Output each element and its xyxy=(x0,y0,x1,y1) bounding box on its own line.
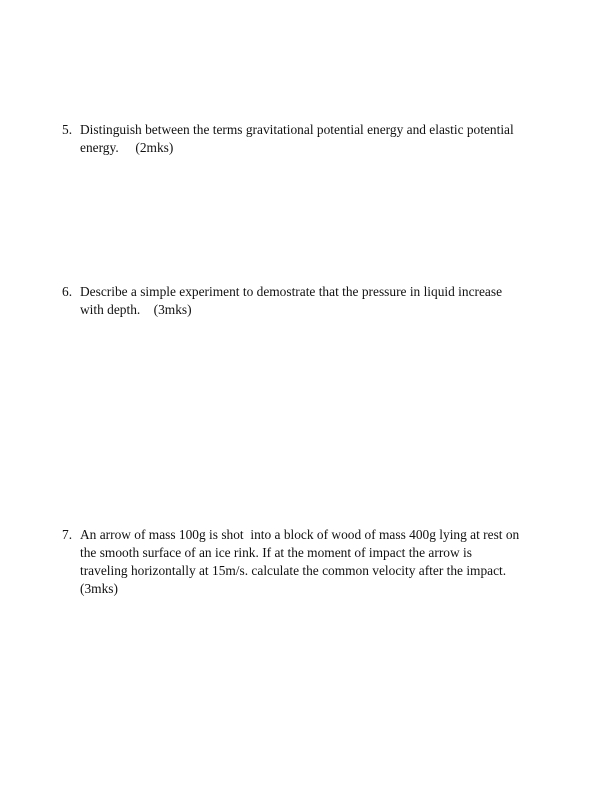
question-line: (3mks) xyxy=(80,581,118,596)
question-line: the smooth surface of an ice rink. If at the moment of impact the arrow is xyxy=(80,545,472,560)
question-text xyxy=(80,121,552,157)
question-number: 6. xyxy=(62,284,73,299)
question-text xyxy=(80,526,552,598)
question-line: energy. (2mks) xyxy=(80,140,174,155)
question-line: with depth. (3mks) xyxy=(80,302,192,317)
question-text xyxy=(80,283,552,319)
question-line: Distinguish between the terms gravitational potential energy and elastic potential xyxy=(80,122,514,137)
question-line: traveling horizontally at 15m/s. calculate the common velocity after the impact. xyxy=(80,563,507,578)
question-number: 7. xyxy=(62,527,73,542)
question-number: 5. xyxy=(62,122,73,137)
question-line: An arrow of mass 100g is shot into a block of wood of mass 400g lying at rest on xyxy=(80,527,520,542)
question-line: Describe a simple experiment to demostrate that the pressure in liquid increase xyxy=(80,284,503,299)
